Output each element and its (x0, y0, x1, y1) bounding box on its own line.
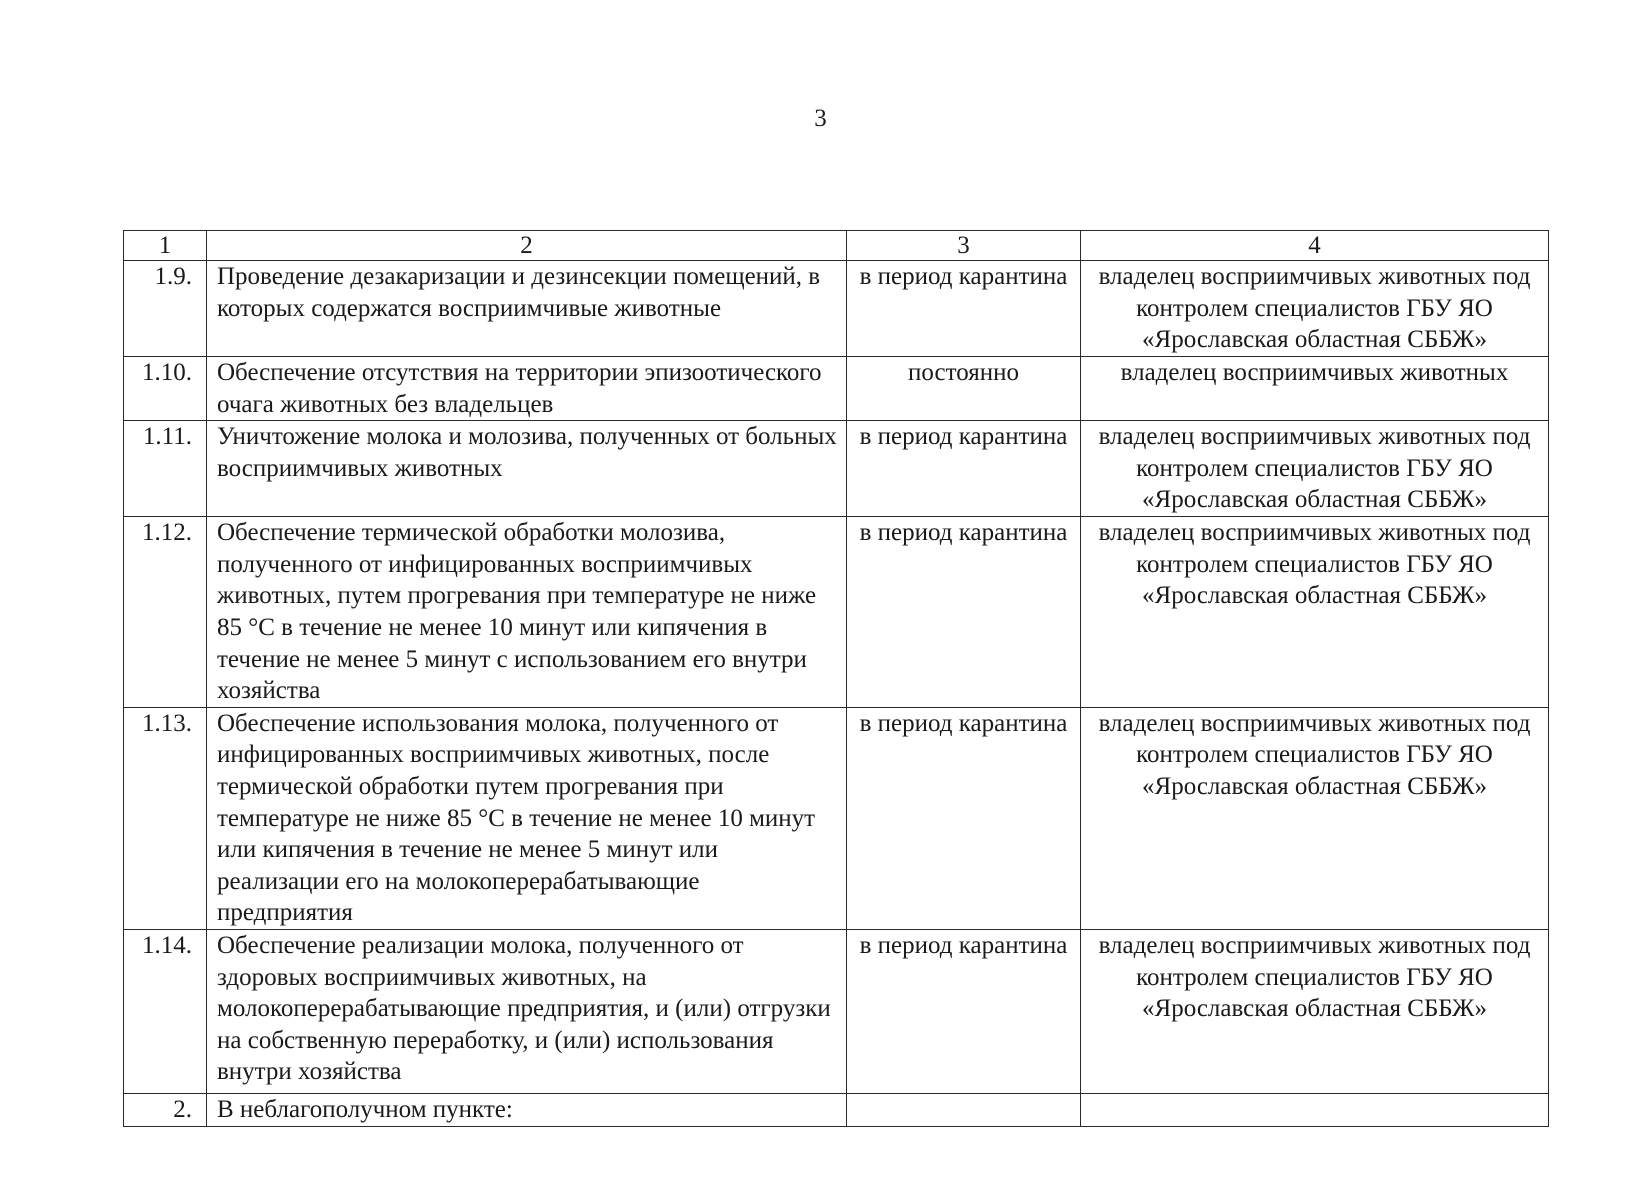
row-responsible: владелец восприимчивых животных под контролем специалистов ГБУ ЯО «Ярославская областная СББЖ» (1081, 421, 1549, 517)
row-period: в период карантина (847, 261, 1081, 357)
row-action: Обеспечение термической обработки молозива, полученного от инфицированных восприимчивых животных, путем прогревания при температуре не ниже 85 °С в течение не менее 10 минут или кипячения в течение не менее 5 минут с использованием его внутри хозяйства (207, 517, 847, 708)
row-action: Проведение дезакаризации и дезинсекции помещений, в которых содержатся восприимчивые животные (207, 261, 847, 357)
row-action: В неблагополучном пункте: (207, 1093, 847, 1126)
header-cell-4: 4 (1081, 231, 1549, 261)
row-responsible: владелец восприимчивых животных (1081, 357, 1549, 421)
row-number: 1.11. (124, 421, 207, 517)
table-row (124, 1093, 1549, 1126)
header-cell-2: 2 (207, 231, 847, 261)
row-responsible: владелец восприимчивых животных под контролем специалистов ГБУ ЯО «Ярославская областная СББЖ» (1081, 261, 1549, 357)
row-period: постоянно (847, 357, 1081, 421)
row-period: в период карантина (847, 421, 1081, 517)
table-row (124, 929, 1549, 1093)
row-period: в период карантина (847, 929, 1081, 1093)
row-number: 2. (124, 1093, 207, 1126)
row-action: Уничтожение молока и молозива, полученных от больных восприимчивых животных (207, 421, 847, 517)
row-number: 1.12. (124, 517, 207, 708)
row-responsible: владелец восприимчивых животных под контролем специалистов ГБУ ЯО «Ярославская областная СББЖ» (1081, 517, 1549, 708)
page-number: 3 (814, 105, 827, 132)
table-row (124, 357, 1549, 421)
row-period: в период карантина (847, 707, 1081, 929)
row-period: в период карантина (847, 517, 1081, 708)
row-number: 1.10. (124, 357, 207, 421)
header-cell-3: 3 (847, 231, 1081, 261)
table-row (124, 517, 1549, 708)
row-responsible (1081, 1093, 1549, 1126)
row-number: 1.9. (124, 261, 207, 357)
row-number: 1.13. (124, 707, 207, 929)
row-number: 1.14. (124, 929, 207, 1093)
row-action: Обеспечение использования молока, полученного от инфицированных восприимчивых животных, после термической обработки путем прогревания при температуре не ниже 85 °С в течение не менее 10 минут или кипячения в течение не менее 5 минут или реализации его на молокоперерабатывающие предприятия (207, 707, 847, 929)
row-period (847, 1093, 1081, 1126)
row-responsible: владелец восприимчивых животных под контролем специалистов ГБУ ЯО «Ярославская областная СББЖ» (1081, 707, 1549, 929)
table-row (124, 421, 1549, 517)
header-cell-1: 1 (124, 231, 207, 261)
row-action: Обеспечение отсутствия на территории эпизоотического очага животных без владельцев (207, 357, 847, 421)
row-action: Обеспечение реализации молока, полученного от здоровых восприимчивых животных, на молокоперерабатывающие предприятия, и (или) отгрузки на собственную переработку, и (или) использования внутри хозяйства (207, 929, 847, 1093)
row-responsible: владелец восприимчивых животных под контролем специалистов ГБУ ЯО «Ярославская областная СББЖ» (1081, 929, 1549, 1093)
table-row (124, 707, 1549, 929)
table-row (124, 261, 1549, 357)
measures-table (123, 230, 1549, 1127)
table-header-row (124, 231, 1549, 261)
